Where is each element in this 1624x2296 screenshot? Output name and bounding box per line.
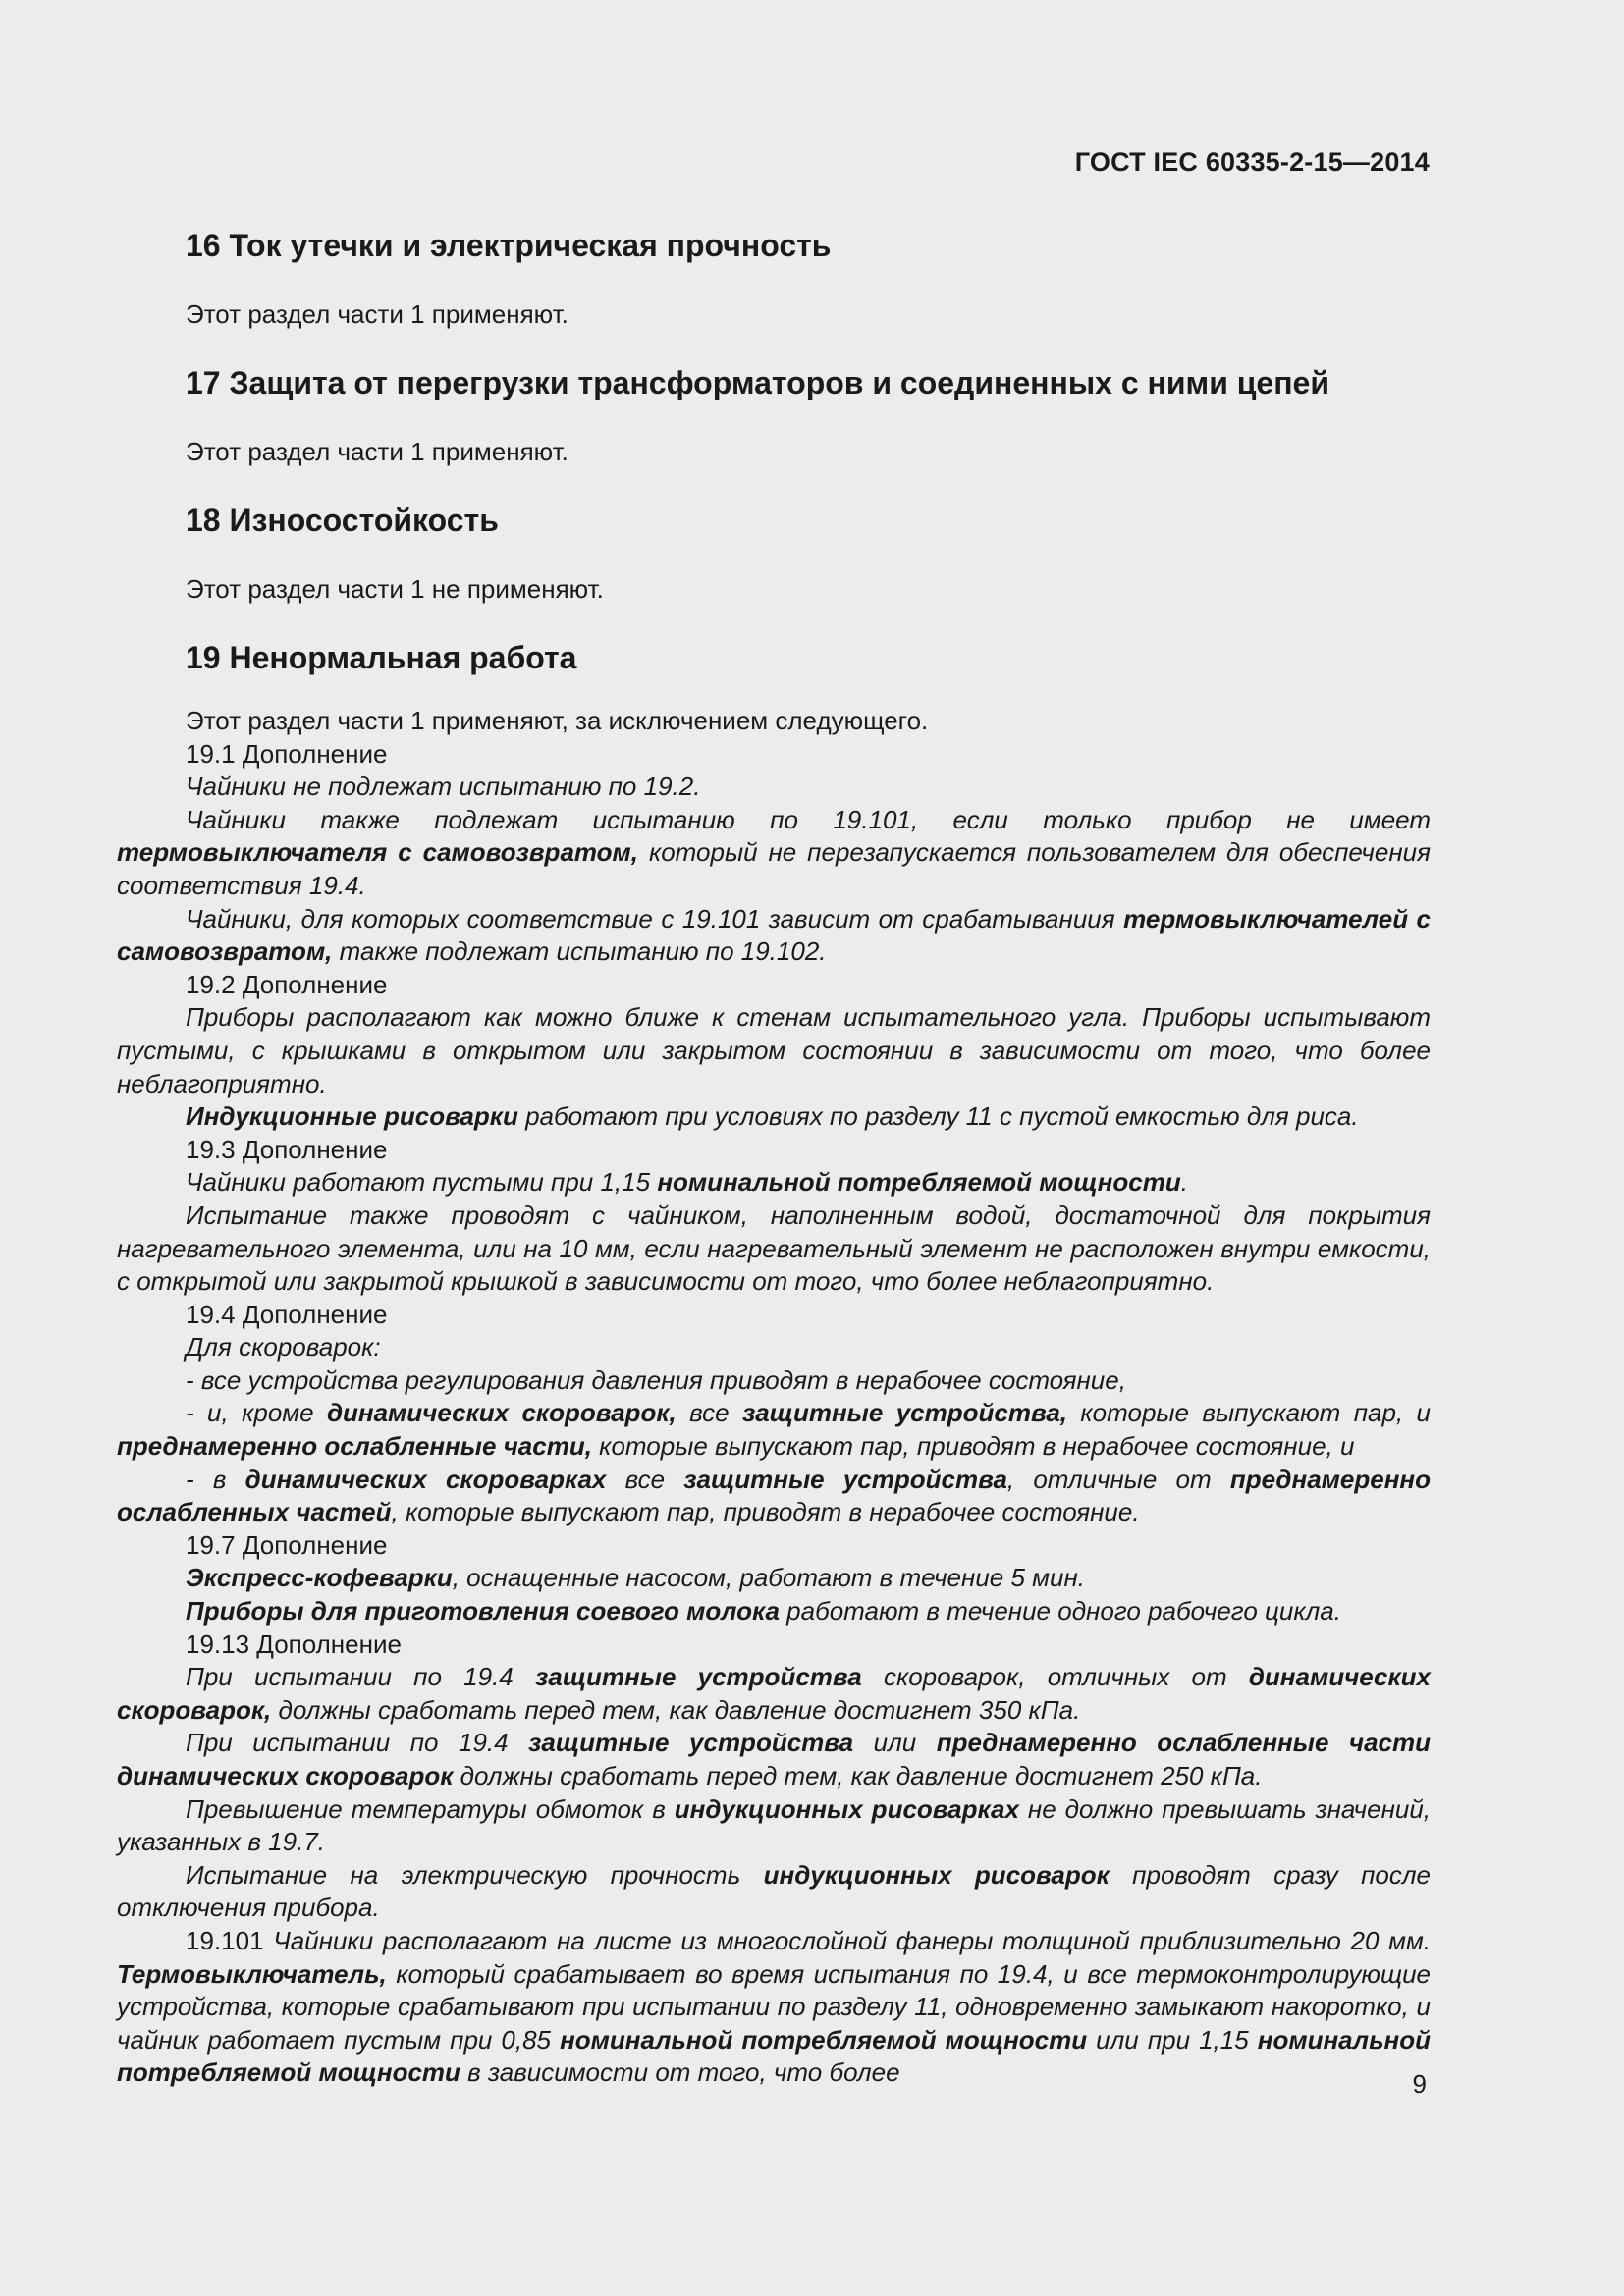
text-run: 19.13 Дополнение [186,1629,402,1659]
page-number: 9 [1412,2069,1427,2099]
text-run: Чайники, для которых соответствие с 19.101 зависит от срабатываниия [186,903,1124,934]
bold-term: Экспресс-кофеварки [186,1563,453,1593]
document-header: ГОСТ IEC 60335-2-15—2014 [1074,147,1430,177]
paragraph [117,1001,1431,1100]
section-text-17: Этот раздел части 1 применяют. [186,437,568,466]
text-run: работают при условиях по разделу 11 с пустой емкостью для риса. [517,1101,1359,1132]
paragraph [117,903,1431,969]
paragraph [117,1529,1431,1563]
section-title-19: 19 Ненормальная работа [186,640,577,675]
paragraph [117,1397,1431,1463]
paragraph [117,1727,1431,1792]
paragraph [117,1859,1431,1925]
paragraph [117,1364,1431,1398]
text-run: должны сработать перед тем, как давление достигнет 350 кПа. [271,1694,1081,1725]
text-run: , отличные от [1006,1464,1230,1494]
text-run: - и, кроме [186,1398,327,1428]
paragraph [117,1100,1431,1134]
paragraph [117,1299,1431,1332]
paragraph [117,1166,1431,1200]
text-run: Испытание на электрическую прочность [186,1859,764,1890]
text-run: - в [186,1464,245,1494]
section-text-18: Этот раздел части 1 не применяют. [186,574,604,604]
paragraph [117,1464,1431,1529]
bold-term: индукционных рисоварках [674,1793,1019,1824]
paragraph [117,1629,1431,1662]
text-run: должны сработать перед тем, как давление достигнет 250 кПа. [453,1761,1263,1790]
paragraph [117,1562,1431,1595]
bold-term: преднамеренно ослабленные части, [117,1431,592,1462]
text-run: все [676,1398,742,1428]
bold-term: динамических скороварках [244,1464,607,1494]
text-run: При испытании по 19.4 [186,1728,529,1758]
text-run: Чайники располагают на листе из многослойной фанеры толщиной приблизительно 20 мм. [273,1925,1431,1955]
text-run: все [606,1464,684,1494]
paragraph [117,771,1431,804]
text-run: . [1180,1167,1188,1198]
text-run: которые выпускают пар, и [1067,1398,1431,1428]
spacer [117,542,1431,567]
bold-term: преднамеренно ослабленных частей [117,1464,1431,1527]
section-title-16: 16 Ток утечки и электрическая прочность [186,228,832,263]
text-run: - все устройства регулирования давления приводят в нерабочее состояние, [186,1364,1126,1395]
text-run: в зависимости от того, что более [460,2057,900,2088]
text-run: Чайники работают пустыми при 1,15 [186,1167,658,1198]
text-run: который не перезапускается пользователем для обеспечения соответствия 19.4. [117,837,1431,900]
bold-term: динамических скороварок, [117,1662,1431,1725]
bold-term: термовыключателя с самовозвратом, [117,837,639,868]
document-body [117,218,1431,2090]
paragraph [117,1925,1431,2090]
bold-term: Индукционные рисоварки [186,1101,518,1132]
text-run: Чайники не подлежат испытанию по 19.2. [186,772,701,802]
text-run: , которые выпускают пар, приводят в нерабочее состояние. [391,1497,1140,1527]
bold-term: индукционных рисоварок [763,1859,1110,1890]
text-run: 19.1 Дополнение [186,738,388,769]
text-run: проводят сразу после отключения прибора. [117,1859,1431,1923]
paragraph [117,1134,1431,1167]
bold-term: Термовыключатель, [117,1958,387,1989]
section-title-17: 17 Защита от перегрузки трансформаторов и соединенных с ними цепей [186,365,1330,400]
text-run: работают в течение одного рабочего цикла. [779,1596,1341,1627]
text-run: также подлежат испытанию по 19.102. [332,936,827,967]
text-run: или при 1,15 [1087,2024,1258,2055]
text-run: не должно превышать значений, указанных в 19.7. [117,1793,1432,1857]
text-run: который срабатывает во время испытания по 19.4, и все термоконтролирующие устройства, которые срабатывают при испытании по разделу 11, одновременно замыкают накоротко, и чайник работает пустым при 0,85 [117,1958,1431,2055]
bold-term: защитные устройства [683,1464,1007,1494]
text-run: При испытании по 19.4 [186,1662,535,1692]
bold-term: защитные устройства [535,1662,862,1692]
paragraph [117,1331,1431,1364]
bold-term: Приборы для приготовления соевого молока [186,1596,780,1627]
text-run: или [853,1728,937,1758]
text-run: Приборы располагают как можно ближе к стенам испытательного угла. Приборы испытывают пустыми, с крышками в открытом или закрытом состоянии в зависимости от того, что более неблагоприятно. [117,1002,1431,1098]
text-run: 19.4 Дополнение [186,1299,388,1329]
bold-term: номинальной потребляемой мощности [117,2024,1432,2088]
spacer [117,611,1431,636]
text-run: Превышение температуры обмоток в [186,1793,675,1824]
spacer [117,404,1431,430]
spacer [117,473,1431,499]
bold-term: динамических скороварок, [326,1398,677,1428]
spacer [117,679,1431,705]
bold-term: номинальной потребляемой мощности [560,2024,1088,2055]
paragraph [117,1793,1431,1859]
section-title-18: 18 Износостойкость [186,503,499,538]
text-run: Чайники также подлежат испытанию по 19.101, если только прибор не имеет [186,804,1431,834]
bold-term: защитные устройства, [741,1398,1068,1428]
spacer [117,267,1431,293]
spacer [117,336,1431,361]
text-run: 19.3 Дополнение [186,1134,388,1164]
bold-term: номинальной потребляемой мощности [657,1167,1181,1198]
text-run: 19.7 Дополнение [186,1529,388,1560]
paragraph [117,1595,1431,1629]
section-text-19: Этот раздел части 1 применяют, за исключением следующего. [186,706,929,735]
bold-term: защитные устройства [528,1728,854,1758]
bold-term: преднамеренно ослабленные части динамических скороварок [117,1728,1431,1790]
text-run: 19.2 Дополнение [186,969,388,999]
text-run: которые выпускают пар, приводят в нерабочее состояние, и [591,1431,1355,1462]
text-run: Испытание также проводят с чайником, наполненным водой, достаточной для покрытия нагревательного элемента, или на 10 мм, если нагревательный элемент не расположен внутри емкости, с открытой или закрытой крышкой в зависимости от того, что более неблагоприятно. [117,1200,1431,1297]
section-19-body [117,738,1431,2090]
text-run: скороварок, отличных от [861,1662,1249,1692]
paragraph [117,1661,1431,1727]
text-run: Для скороварок: [186,1332,381,1362]
bold-term: термовыключателей с самовозвратом, [117,903,1432,967]
paragraph [117,1200,1431,1299]
paragraph [117,738,1431,772]
section-text-16: Этот раздел части 1 применяют. [186,299,568,329]
text-run: , оснащенные насосом, работают в течение 5 мин. [452,1563,1085,1593]
paragraph [117,804,1431,903]
paragraph [117,969,1431,1002]
text-run: 19.101 [186,1925,274,1955]
